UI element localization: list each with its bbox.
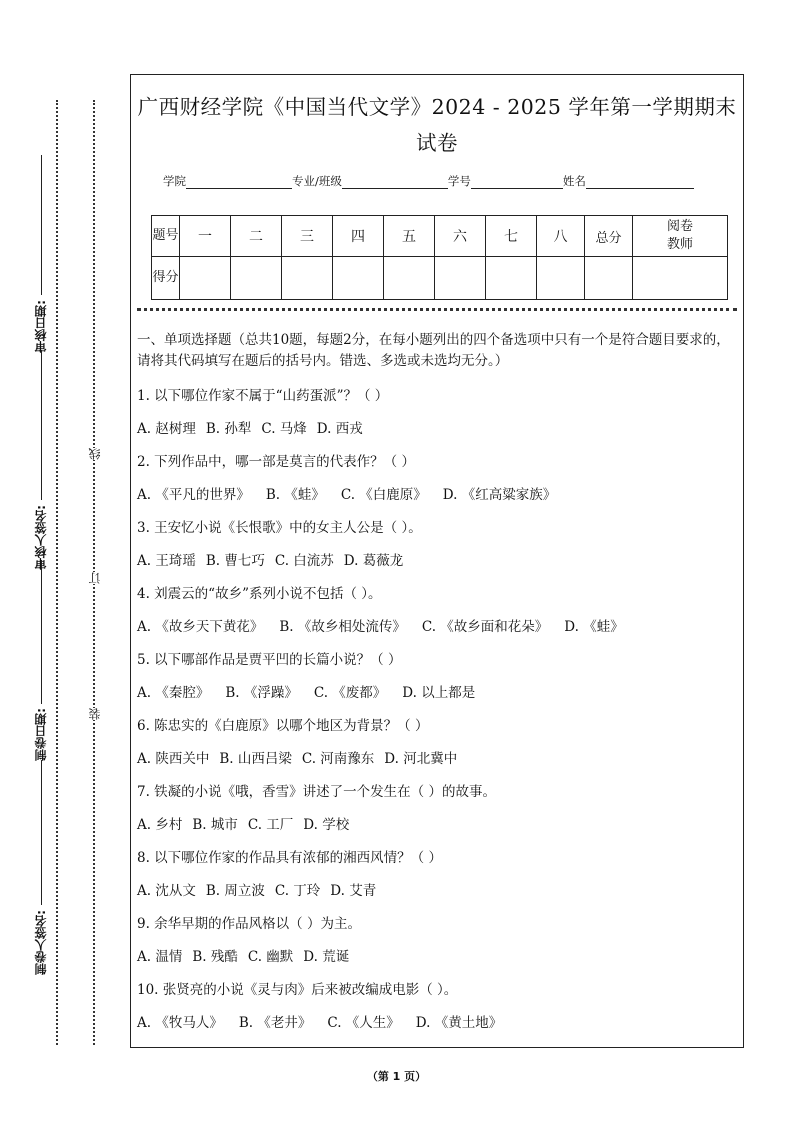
student-id-field[interactable] bbox=[471, 176, 563, 189]
option-b[interactable]: B. 残酷 bbox=[192, 949, 238, 965]
option-c[interactable]: C. 《白鹿原》 bbox=[340, 487, 427, 503]
make-date-label: 制卷日期: bbox=[34, 708, 48, 761]
option-a[interactable]: A. 沈从文 bbox=[137, 883, 196, 899]
option-a[interactable]: A. 《平凡的世界》 bbox=[137, 487, 250, 503]
option-c[interactable]: C. 丁玲 bbox=[274, 883, 321, 899]
seal-marker: 装 bbox=[88, 708, 102, 720]
option-b[interactable]: B. 《蛙》 bbox=[265, 487, 325, 503]
option-b[interactable]: B. 山西吕梁 bbox=[219, 751, 292, 767]
option-a[interactable]: A. 《故乡天下黄花》 bbox=[137, 619, 264, 635]
score-col-header: 六 bbox=[435, 216, 486, 257]
student-id-label: 学号 bbox=[447, 174, 471, 188]
name-label: 姓名 bbox=[562, 174, 586, 188]
bind-marker: 订 bbox=[88, 572, 102, 584]
question-stem: 7. 铁凝的小说《哦，香雪》讲述了一个发生在（ ）的故事。 bbox=[137, 784, 496, 800]
review-date-field[interactable] bbox=[41, 155, 42, 295]
option-a[interactable]: A. 陕西关中 bbox=[137, 751, 210, 767]
section-heading: 一、单项选择题（总共10题，每题2分，在每小题列出的四个备选项中只有一个是符合题目要求的，请将其代码填写在题后的括号内。错选、多选或未选均无分。） bbox=[137, 332, 730, 369]
question-stem: 5. 以下哪部作品是贾平凹的长篇小说？（ ） bbox=[137, 652, 402, 668]
question-options bbox=[137, 684, 485, 702]
question-options bbox=[137, 1014, 512, 1032]
review-date-label: 审核日期: bbox=[34, 300, 48, 353]
question-stem: 8. 以下哪位作家的作品具有浓郁的湘西风情？（ ） bbox=[137, 850, 442, 866]
question-options bbox=[137, 948, 359, 966]
option-d[interactable]: D. 葛薇龙 bbox=[343, 553, 404, 569]
option-a[interactable]: A. 乡村 bbox=[137, 817, 183, 833]
score-cell[interactable] bbox=[282, 257, 333, 300]
score-row-label: 得分 bbox=[152, 257, 180, 300]
grader-cell[interactable] bbox=[633, 257, 728, 300]
question-options bbox=[137, 420, 373, 438]
question-stem: 6. 陈忠实的《白鹿原》以哪个地区为背景？（ ） bbox=[137, 718, 429, 734]
option-b[interactable]: B. 城市 bbox=[192, 817, 238, 833]
question-number-header: 题号 bbox=[152, 216, 180, 257]
score-cell[interactable] bbox=[333, 257, 384, 300]
exam-title: 广西财经学院《中国当代文学》2024 - 2025 学年第一学期期末试卷 bbox=[137, 95, 737, 155]
score-cell[interactable] bbox=[435, 257, 486, 300]
option-b[interactable]: B. 《浮躁》 bbox=[225, 685, 298, 701]
college-field[interactable] bbox=[186, 176, 292, 189]
option-b[interactable]: B. 孙犁 bbox=[205, 421, 252, 437]
score-col-header: 八 bbox=[537, 216, 585, 257]
option-d[interactable]: D. 《蛙》 bbox=[564, 619, 624, 635]
score-col-header: 二 bbox=[231, 216, 282, 257]
score-table-header-row bbox=[152, 216, 728, 257]
option-c[interactable]: C. 《故乡面和花朵》 bbox=[421, 619, 549, 635]
option-c[interactable]: C. 河南豫东 bbox=[301, 751, 375, 767]
option-a[interactable]: A. 赵树理 bbox=[137, 421, 196, 437]
option-c[interactable]: C. 幽默 bbox=[247, 949, 294, 965]
college-label: 学院 bbox=[163, 174, 186, 188]
dotted-separator bbox=[137, 308, 737, 311]
question-stem: 1. 以下哪位作家不属于“山药蛋派”？（ ） bbox=[137, 388, 389, 404]
score-col-header: 七 bbox=[486, 216, 537, 257]
line-marker: 线 bbox=[88, 448, 102, 460]
reviewer-sign-field[interactable] bbox=[41, 350, 42, 500]
option-b[interactable]: B. 《故乡相处流传》 bbox=[279, 619, 406, 635]
question-stem: 9. 余华早期的作品风格以（ ）为主。 bbox=[137, 916, 361, 932]
make-date-field[interactable] bbox=[41, 560, 42, 704]
option-d[interactable]: D. 以上都是 bbox=[402, 685, 476, 701]
score-cell[interactable] bbox=[231, 257, 282, 300]
question-options bbox=[137, 816, 359, 834]
option-b[interactable]: B. 周立波 bbox=[205, 883, 265, 899]
option-b[interactable]: B. 曹七巧 bbox=[205, 553, 265, 569]
exam-paper bbox=[130, 74, 744, 1048]
reviewer-sign-label: 审核人签名: bbox=[34, 505, 48, 570]
student-info-row bbox=[163, 173, 694, 189]
question-options bbox=[137, 882, 386, 900]
total-score-header: 总分 bbox=[585, 216, 633, 257]
score-cell[interactable] bbox=[180, 257, 231, 300]
question-options bbox=[137, 618, 634, 636]
grader-header: 阅卷教师 bbox=[633, 216, 728, 257]
score-table-score-row bbox=[152, 257, 728, 300]
maker-sign-field[interactable] bbox=[41, 760, 42, 905]
name-field[interactable] bbox=[586, 176, 694, 189]
option-d[interactable]: D. 学校 bbox=[303, 817, 350, 833]
score-cell[interactable] bbox=[384, 257, 435, 300]
option-c[interactable]: C. 马烽 bbox=[261, 421, 307, 437]
score-cell[interactable] bbox=[537, 257, 585, 300]
score-col-header: 一 bbox=[180, 216, 231, 257]
question-options bbox=[137, 552, 413, 570]
option-d[interactable]: D. 河北冀中 bbox=[384, 751, 458, 767]
option-a[interactable]: A. 王琦瑶 bbox=[137, 553, 196, 569]
score-col-header: 四 bbox=[333, 216, 384, 257]
option-d[interactable]: D. 《红高粱家族》 bbox=[442, 487, 557, 503]
option-d[interactable]: D. 艾青 bbox=[330, 883, 377, 899]
question-options bbox=[137, 750, 467, 768]
option-c[interactable]: C. 《废都》 bbox=[313, 685, 387, 701]
maker-sign-label: 制卷人签名: bbox=[34, 910, 48, 975]
option-b[interactable]: B. 《老井》 bbox=[238, 1015, 312, 1031]
question-stem: 4. 刘震云的“故乡”系列小说不包括（ ）。 bbox=[137, 586, 382, 602]
option-c[interactable]: C. 《人生》 bbox=[327, 1015, 400, 1031]
option-d[interactable]: D. 荒诞 bbox=[303, 949, 350, 965]
question-stem: 10. 张贤亮的小说《灵与肉》后来被改编成电影（ ）。 bbox=[137, 982, 458, 998]
score-col-header: 三 bbox=[282, 216, 333, 257]
option-d[interactable]: D. 西戎 bbox=[316, 421, 363, 437]
score-table bbox=[151, 215, 728, 300]
question-options bbox=[137, 486, 566, 504]
question-stem: 2. 下列作品中，哪一部是莫言的代表作？（ ） bbox=[137, 454, 415, 470]
page-number: （第 1 页） bbox=[366, 1070, 427, 1083]
major-class-field[interactable] bbox=[342, 176, 448, 189]
option-a[interactable]: A. 温情 bbox=[137, 949, 183, 965]
option-c[interactable]: C. 白流苏 bbox=[274, 553, 334, 569]
major-label: 专业/班级 bbox=[292, 174, 342, 188]
score-col-header: 五 bbox=[384, 216, 435, 257]
score-cell[interactable] bbox=[486, 257, 537, 300]
option-a[interactable]: A. 《牧马人》 bbox=[137, 1015, 223, 1031]
option-d[interactable]: D. 《黄土地》 bbox=[415, 1015, 503, 1031]
question-stem: 3. 王安忆小说《长恨歌》中的女主人公是（ ）。 bbox=[137, 520, 422, 536]
option-a[interactable]: A. 《秦腔》 bbox=[137, 685, 210, 701]
total-score-cell[interactable] bbox=[585, 257, 633, 300]
cut-line-outer bbox=[56, 100, 58, 1045]
option-c[interactable]: C. 工厂 bbox=[247, 817, 294, 833]
